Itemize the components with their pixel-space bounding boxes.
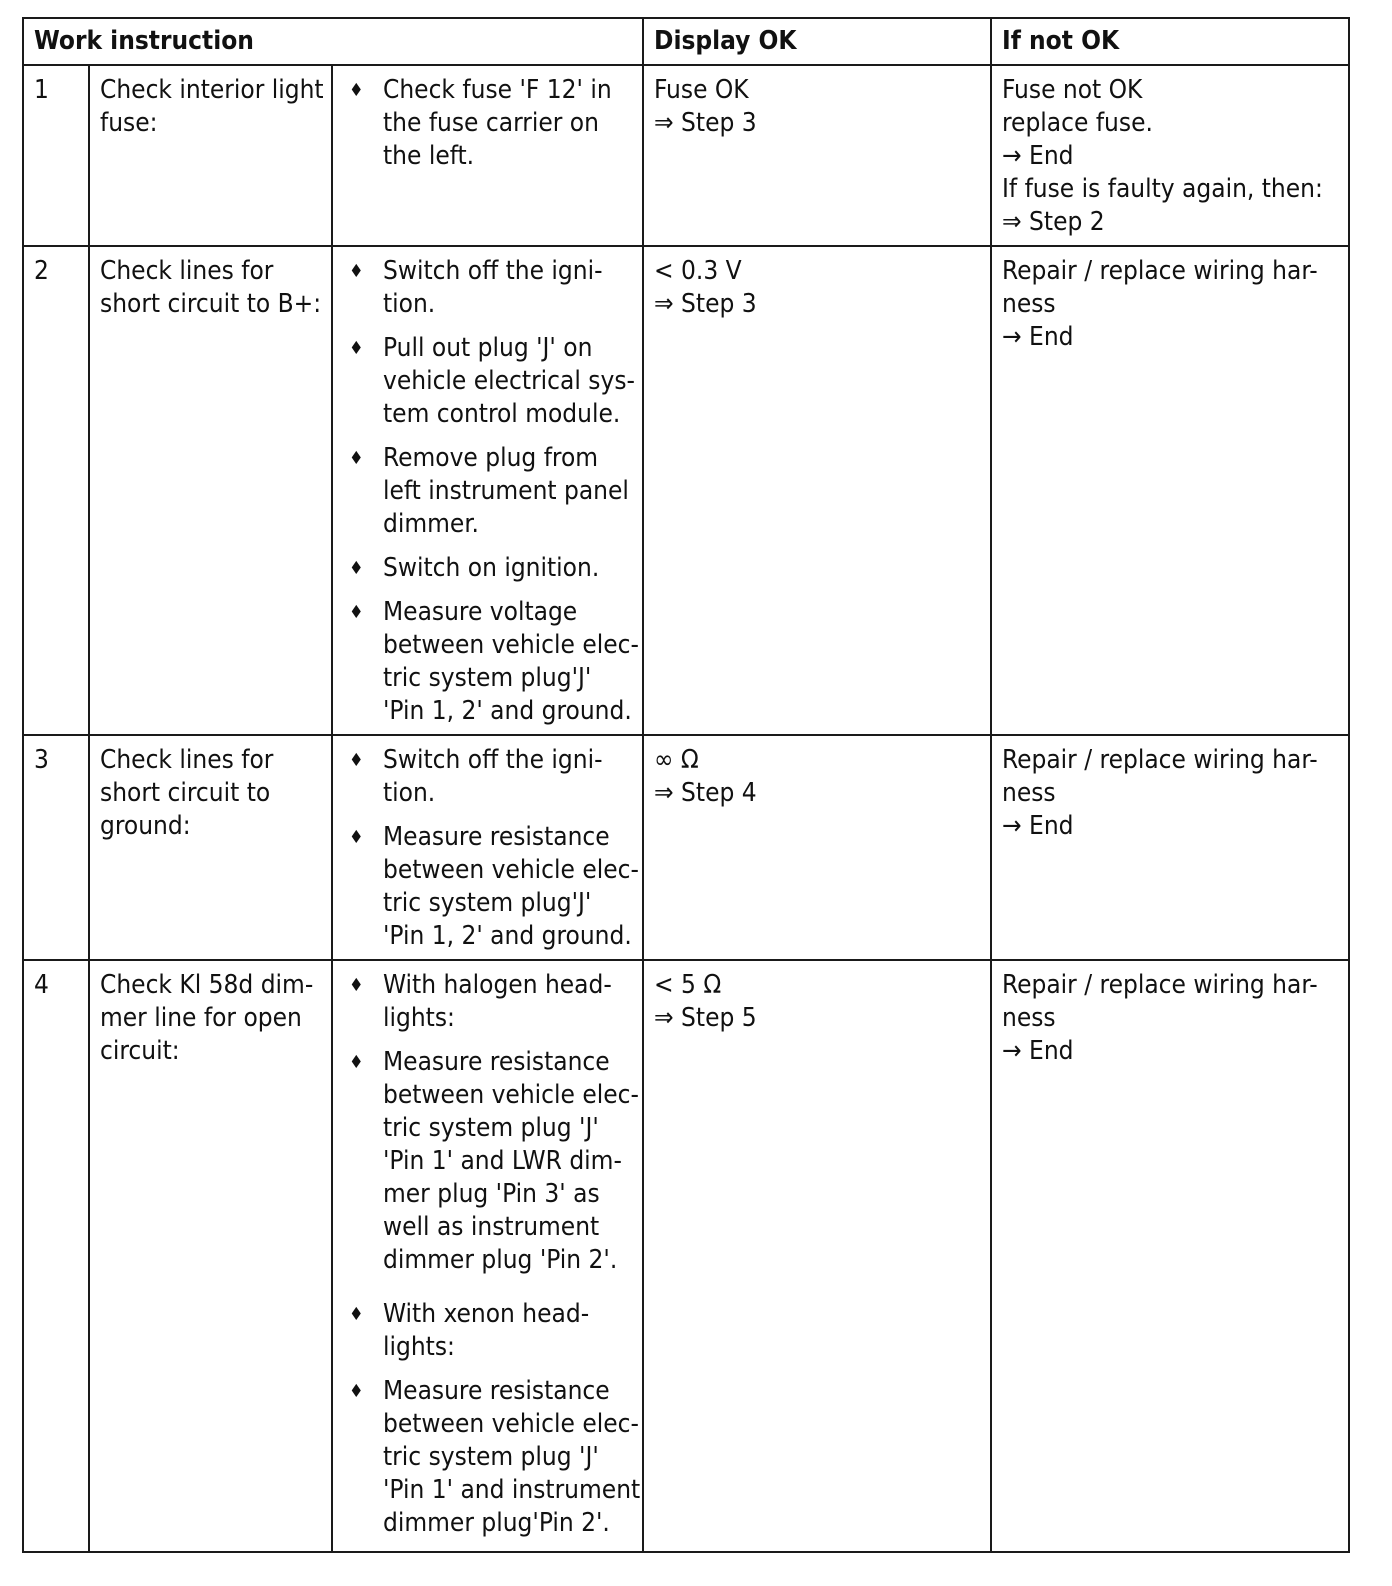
list-item: ♦ With halogen head- lights: [349,970,612,1033]
diamond-bullet-icon: ♦ [349,80,364,101]
diamond-bullet-icon: ♦ [349,558,364,579]
list-item: ♦ Check fuse 'F 12' in the fuse carrier on the left. [349,75,612,171]
list-item: ♦ Switch off the igni- tion. [349,745,603,808]
check-description: Check lines for short circuit to ground: [89,735,332,960]
table-row [23,246,1349,735]
instruction-list-cell [332,246,643,735]
header-if-not-ok: If not OK [991,18,1349,65]
list-item: ♦ With xenon head- lights: [349,1299,590,1362]
list-item: ♦ Measure resistance between vehicle elec- tric system plug'J' 'Pin 1, 2' and ground. [349,822,639,951]
diamond-bullet-icon: ♦ [349,338,364,359]
instruction-list-cell [332,735,643,960]
list-item: ♦ Switch on ignition. [349,553,600,583]
display-ok-result: ∞ Ω ⇒ Step 4 [643,735,991,960]
diamond-bullet-icon: ♦ [349,750,364,771]
list-item: ♦ Measure voltage between vehicle elec- tric system plug'J' 'Pin 1, 2' and ground. [349,597,639,726]
diamond-bullet-icon: ♦ [349,261,364,282]
display-ok-result: < 5 Ω ⇒ Step 5 [643,960,991,1552]
header-display-ok: Display OK [643,18,991,65]
list-item: ♦ Remove plug from left instrument panel dimmer. [349,443,629,539]
step-number: 3 [23,735,89,960]
instruction-list [343,255,639,728]
display-ok-result: < 0.3 V ⇒ Step 3 [643,246,991,735]
list-item: ♦ Switch off the igni- tion. [349,256,603,319]
instruction-list-cell [332,65,643,246]
step-number: 2 [23,246,89,735]
list-item: ♦ Pull out plug 'J' on vehicle electrical sys- tem control module. [349,333,635,429]
display-ok-result: Fuse OK ⇒ Step 3 [643,65,991,246]
header-row [23,18,1349,65]
table-row [23,65,1349,246]
instruction-list [343,74,633,173]
diamond-bullet-icon: ♦ [349,1052,364,1073]
if-not-ok-result: Repair / replace wiring har- ness → End [991,246,1349,735]
diamond-bullet-icon: ♦ [349,827,364,848]
if-not-ok-result: Repair / replace wiring har- ness → End [991,735,1349,960]
header-work-instruction: Work instruction [23,18,643,65]
instruction-list [343,969,641,1540]
table-row [23,960,1349,1552]
work-instruction-table [22,17,1350,1553]
instruction-list-cell [332,960,643,1552]
step-number: 4 [23,960,89,1552]
diamond-bullet-icon: ♦ [349,1304,364,1325]
step-number: 1 [23,65,89,246]
diamond-bullet-icon: ♦ [349,1381,364,1402]
list-item: ♦ Measure resistance between vehicle elec- tric system plug 'J' 'Pin 1' and LWR dim- mer plug 'Pin 3' as well as instrument dimmer plug 'Pin 2'. [349,1047,639,1275]
list-item: ♦ Measure resistance between vehicle elec- tric system plug 'J' 'Pin 1' and instrument dimmer plug'Pin 2'. [349,1376,641,1538]
diamond-bullet-icon: ♦ [349,448,364,469]
if-not-ok-result: Fuse not OK replace fuse. → End If fuse is faulty again, then: ⇒ Step 2 [991,65,1349,246]
check-description: Check interior light fuse: [89,65,332,246]
diamond-bullet-icon: ♦ [349,602,364,623]
check-description: Check lines for short circuit to B+: [89,246,332,735]
check-description: Check Kl 58d dim- mer line for open circuit: [89,960,332,1552]
if-not-ok-result: Repair / replace wiring har- ness → End [991,960,1349,1552]
instruction-list [343,744,639,953]
diamond-bullet-icon: ♦ [349,975,364,996]
table-row [23,735,1349,960]
